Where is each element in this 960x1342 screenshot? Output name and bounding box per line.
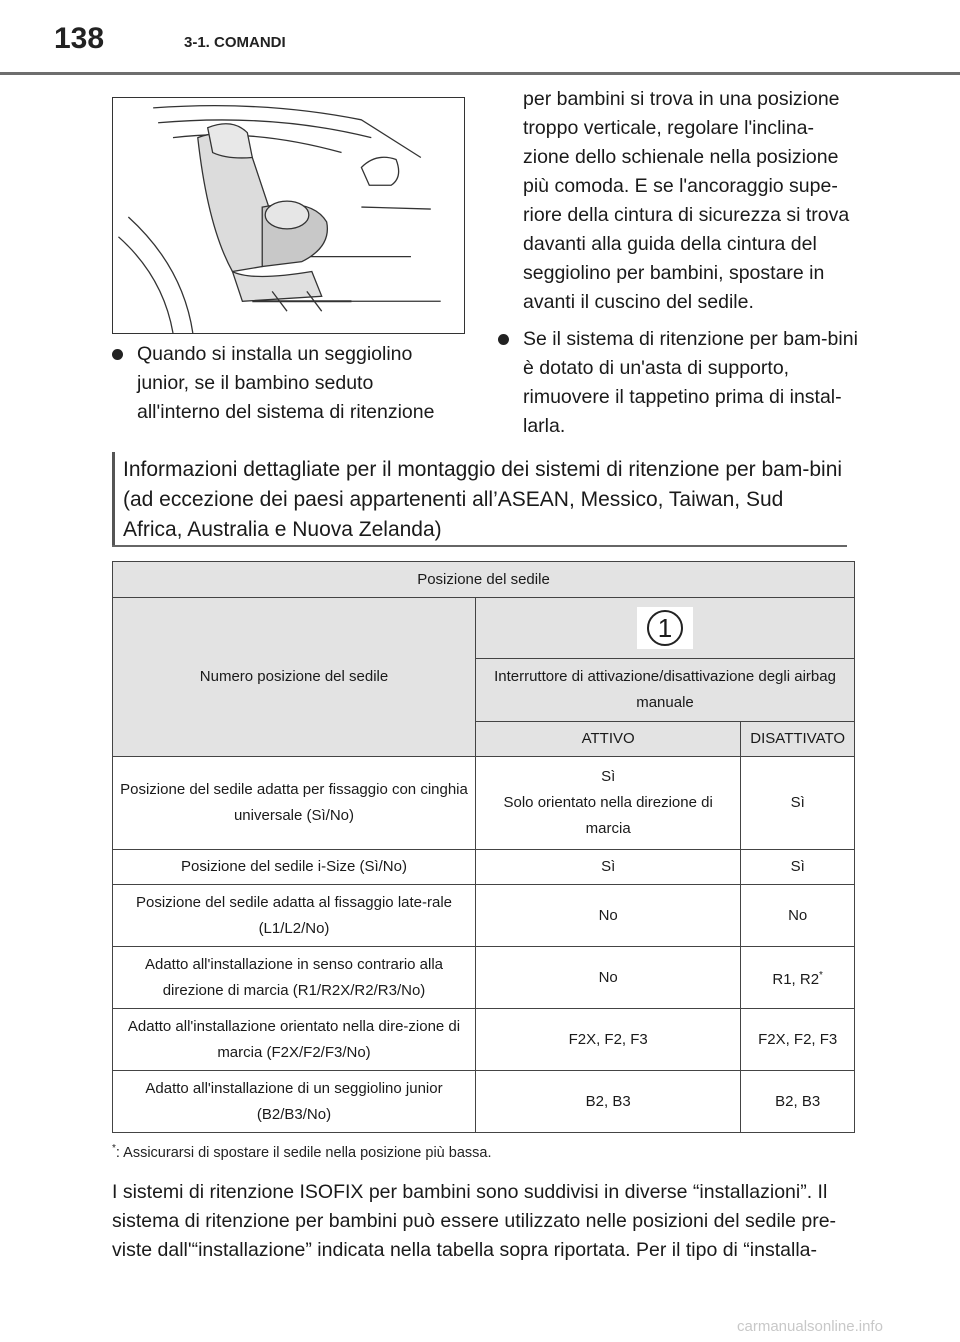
bullet-text: Quando si installa un seggiolino junior, se il bambino seduto all'interno del sistema di ritenzione <box>137 343 435 423</box>
seat-position-table <box>112 561 855 1133</box>
row-label: Adatto all'installazione in senso contrario alla direzione di marcia (R1/R2X/R2/R3/No) <box>113 947 476 1009</box>
row-off-text: R1, R2 <box>772 970 820 988</box>
row-label: Adatto all'installazione di un seggiolino junior (B2/B3/No) <box>113 1071 476 1133</box>
info-box-divider <box>112 545 847 547</box>
footnote <box>112 1143 492 1161</box>
child-seat-illustration-icon <box>113 98 464 333</box>
footnote-text: : Assicurarsi di spostare il sedile nella posizione più bassa. <box>115 1144 492 1161</box>
body-paragraph: I sistemi di ritenzione ISOFIX per bambini sono suddivisi in diverse “installazioni”. Il sistema di ritenzione per bambini può essere utilizzato nelle posizioni del sedile pre-viste dall'“installazione” indicata nella tabella sopra riportata. Per il tipo di “installa- <box>112 1181 837 1261</box>
row-off-value <box>741 947 855 1009</box>
column-off: DISATTIVATO <box>741 722 855 757</box>
child-seat-illustration <box>112 97 465 334</box>
row-off-value: F2X, F2, F3 <box>741 1009 855 1071</box>
row-on-value: B2, B3 <box>476 1071 741 1133</box>
bullet-junior-seat <box>112 340 457 427</box>
table-header: Posizione del sedile <box>113 562 855 598</box>
seat-number-cell <box>476 598 855 659</box>
header-divider <box>0 72 960 75</box>
row-on-value-line2: Solo orientato nella direzione di marcia <box>503 794 713 837</box>
bullet-dot-icon <box>498 334 509 345</box>
column-on: ATTIVO <box>476 722 741 757</box>
bullet-dot-icon <box>112 349 123 360</box>
info-box-title: Informazioni dettagliate per il montaggio dei sistemi di ritenzione per bam-bini (ad eccezione dei paesi appartenenti all’ASEAN, Messico, Taiwan, Sud Africa, Australia e Nuova Zelanda) <box>123 458 843 541</box>
page-number: 138 <box>54 22 105 55</box>
page-header <box>0 0 960 74</box>
bullet-support-leg <box>498 325 858 441</box>
row-on-value: Sì <box>476 850 741 885</box>
row-on-value: No <box>476 885 741 947</box>
footnote-marker: * <box>819 969 823 981</box>
row-on-value: No <box>476 947 741 1009</box>
row-label: Posizione del sedile adatta per fissaggio con cinghia universale (Sì/No) <box>113 757 476 850</box>
right-column <box>498 85 858 441</box>
row-off-value: No <box>741 885 855 947</box>
row-on-value <box>476 757 741 850</box>
footnote-mark: * <box>112 1143 116 1154</box>
continuation-paragraph: per bambini si trova in una posizione troppo verticale, regolare l'inclina-zione dello schienale nella posizione più comoda. E se l'ancoraggio supe-riore della cintura di sicurezza si trova davanti alla guida della cintura del seggiolino per bambini, spostare in avanti il cuscino del sedile. <box>523 88 850 313</box>
row-on-value: F2X, F2, F3 <box>476 1009 741 1071</box>
bullet-text: Se il sistema di ritenzione per bam-bini è dotato di un'asta di supporto, rimuovere il tappetino prima di instal-larla. <box>523 328 858 437</box>
airbag-switch-label: Interruttore di attivazione/disattivazione degli airbag manuale <box>476 659 855 722</box>
section-title: 3-1. COMANDI <box>184 34 286 51</box>
watermark: carmanualsonline.info <box>737 1318 883 1335</box>
row-label: Posizione del sedile adatta al fissaggio late-rale (L1/L2/No) <box>113 885 476 947</box>
row-on-value-line1: Sì <box>601 768 616 785</box>
row-off-value: Sì <box>741 757 855 850</box>
row-off-value: B2, B3 <box>741 1071 855 1133</box>
row-label: Posizione del sedile i-Size (Sì/No) <box>113 850 476 885</box>
seat-number-label: Numero posizione del sedile <box>113 598 476 757</box>
seat-number-badge: 1 <box>647 610 683 646</box>
seat-number-badge-wrap <box>637 607 693 649</box>
row-label: Adatto all'installazione orientato nella dire-zione di marcia (F2X/F2/F3/No) <box>113 1009 476 1071</box>
row-off-value: Sì <box>741 850 855 885</box>
info-box <box>112 452 847 545</box>
